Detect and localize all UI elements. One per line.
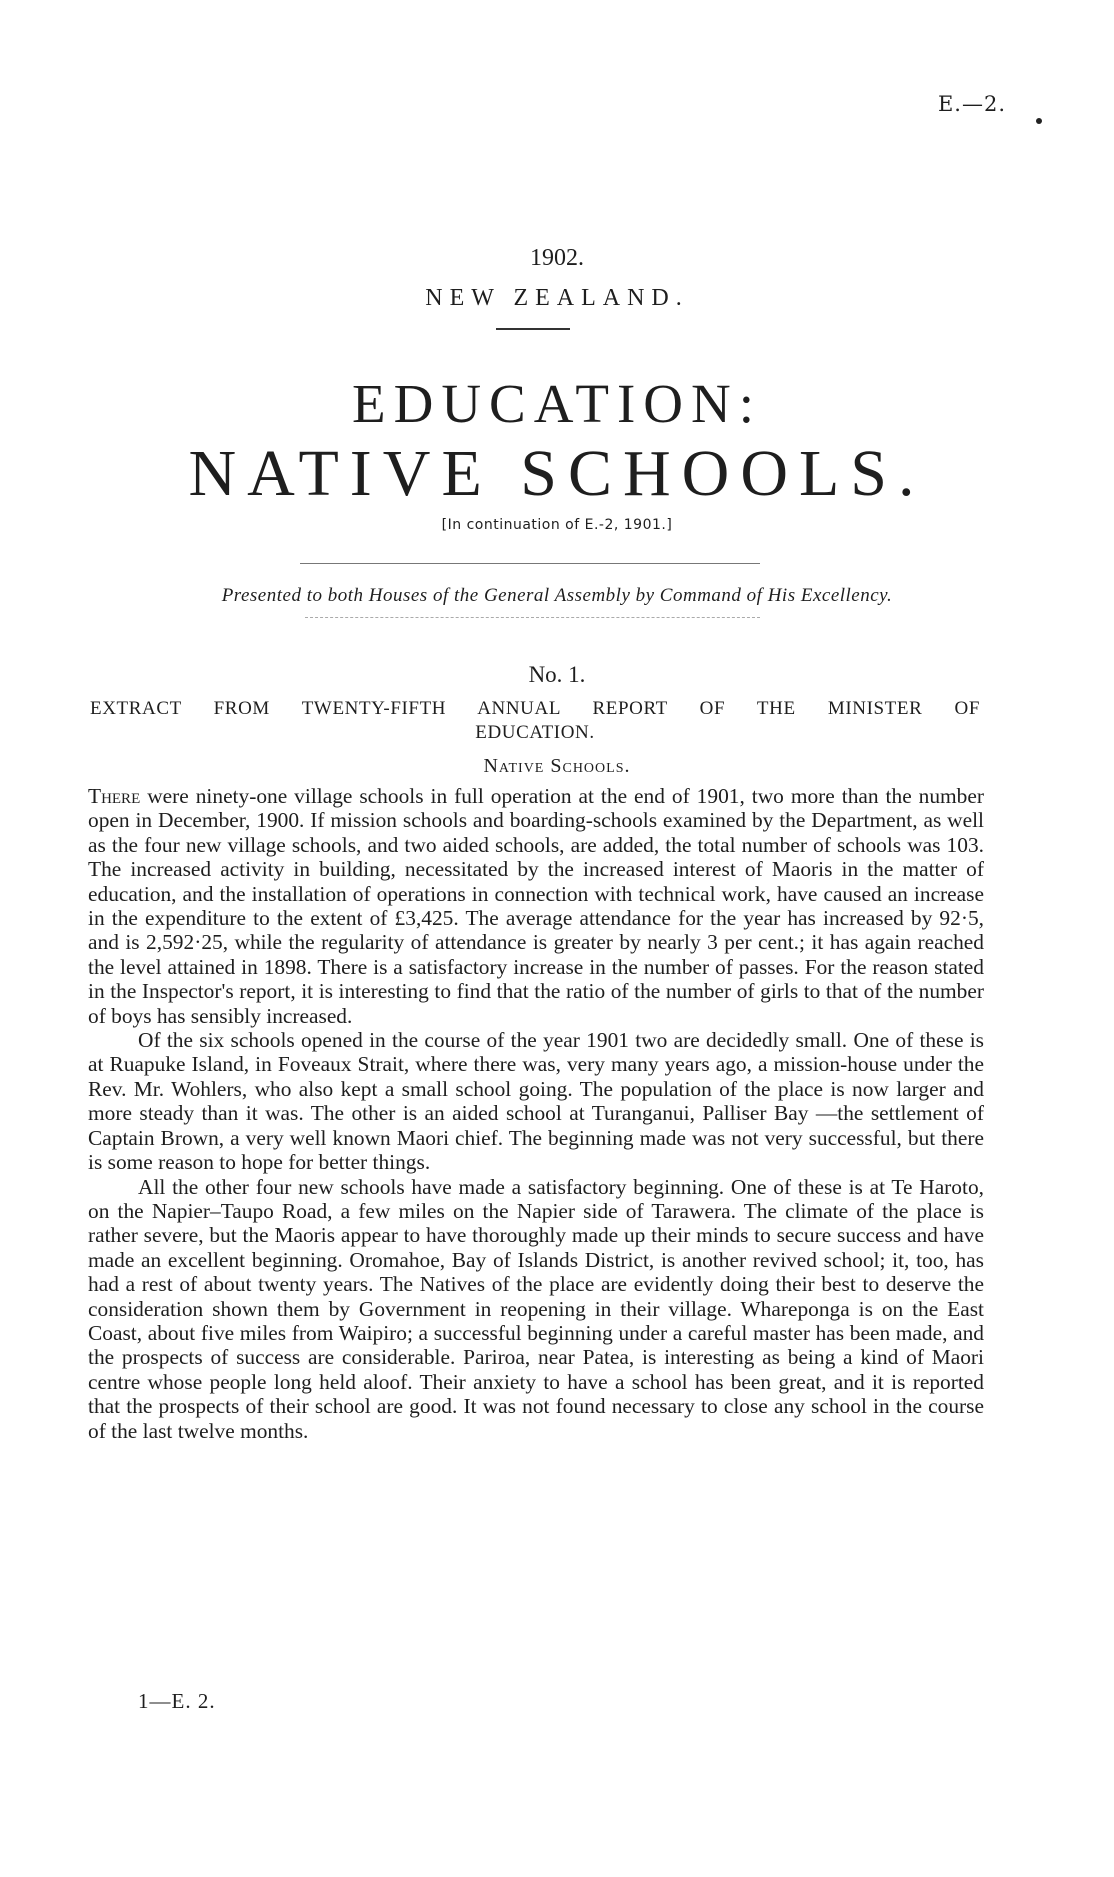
paragraph-1 bbox=[88, 784, 984, 1028]
presented-line: Presented to both Houses of the General Assembly by Command of His Excellency. bbox=[221, 585, 893, 606]
paragraph-1-text: were ninety-one village schools in full operation at the end of 1901, two more than the number open in December, 1900. If mission schools and boarding-schools examined by the Department, as well as the four new village schools, and two aided schools, are added, the total number of schools was 103. The increased activity in building, necessitated by the increased interest of Maoris in the matter of education, and the installation of operations in connection with technical work, have caused an increase in the expenditure to the extent of £3,425. The average attendance for the year has increased by 92·5, and is 2,592·25, while the regularity of attendance is greater by nearly 3 per cent.; it has again reached the level attained in 1898. There is a satisfactory increase in the number of passes. For the reason stated in the Inspector's report, it is interesting to find that the ratio of the number of girls to that of the number of boys has sensibly increased. bbox=[88, 784, 984, 1028]
lead-word: There bbox=[88, 784, 141, 808]
extract-heading: EXTRACT FROM TWENTY-FIFTH ANNUAL REPORT OF THE MINISTER OF EDUCATION. bbox=[90, 698, 980, 743]
document-year: 1902. bbox=[530, 245, 584, 271]
footer-signature: 1—E. 2. bbox=[138, 1689, 216, 1713]
ink-dot bbox=[1036, 118, 1042, 124]
section-number: No. 1. bbox=[528, 662, 586, 687]
paragraph-3: All the other four new schools have made a satisfactory beginning. One of these is at Te Haroto, on the Napier–Taupo Road, a few miles on the Napier side of Tarawera. The climate of the place is rather severe, but the Maoris appear to have thoroughly made up their minds to secure success and have made an excellent beginning. Oromahoe, Bay of Islands District, is another revived school; it, too, has had a rest of about twenty years. The Natives of the place are evidently doing their best to deserve the consideration shown them by Government in reopening in their village. Whareponga is on the East Coast, about five miles from Waipiro; a successful beginning under a careful master has been made, and the prospects of success are considerable. Pariroa, near Patea, is interesting as being a kind of Maori centre whose people long held aloof. Their anxiety to have a school has been great, and it is reported that the prospects of their school are good. It was not found necessary to close any school in the course of the last twelve months. bbox=[88, 1174, 984, 1443]
presented-top-rule bbox=[300, 563, 760, 564]
page-reference: E.—2. bbox=[937, 92, 1006, 116]
presented-bottom-rule bbox=[305, 617, 760, 618]
report-body bbox=[88, 784, 984, 1443]
country-name: NEW ZEALAND. bbox=[425, 285, 689, 311]
continuation-note: [In continuation of E.-2, 1901.] bbox=[441, 517, 673, 533]
title-divider bbox=[496, 328, 570, 330]
section-heading: Native Schools. bbox=[483, 755, 631, 777]
paragraph-2: Of the six schools opened in the course of the year 1901 two are decidedly small. One of these is at Ruapuke Island, in Foveaux Strait, where there was, very many years ago, a mission-house under the Rev. Mr. Wohlers, who also kept a small school going. The population of the place is now larger and more steady than it was. The other is an aided school at Turanganui, Palliser Bay —the settlement of Captain Brown, a very well known Maori chief. The beginning made was not very successful, but there is some reason to hope for better things. bbox=[88, 1028, 984, 1175]
document-title-education: EDUCATION: bbox=[352, 373, 762, 434]
document-title-native-schools: NATIVE SCHOOLS. bbox=[188, 437, 926, 510]
